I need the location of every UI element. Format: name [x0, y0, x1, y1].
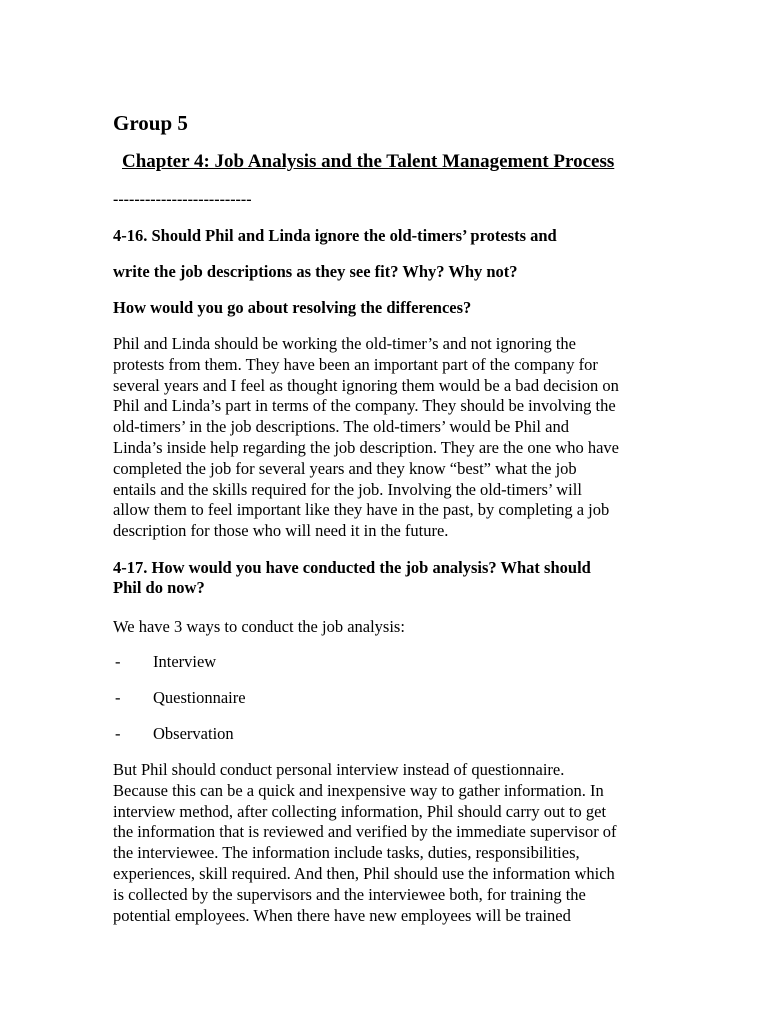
list-item — [113, 652, 513, 672]
question-416-line: How would you go about resolving the differences? — [113, 298, 472, 317]
paragraph-line: description for those who will need it in the future. — [113, 521, 449, 541]
group-title: Group 5 — [113, 111, 188, 135]
paragraph-line: is collected by the supervisors and the interviewee both, for training the — [113, 884, 586, 904]
paragraph-line: allow them to feel important like they have in the past, by completing a job — [113, 500, 610, 520]
paragraph-line: Because this can be a quick and inexpensive way to gather information. In — [113, 780, 604, 800]
paragraph-line: Phil and Linda should be working the old-timer’s and not ignoring the — [113, 334, 577, 353]
bullet-dash: - — [115, 652, 121, 671]
paragraph-line: old-timers’ in the job descriptions. The old-timers’ would be Phil and — [113, 417, 569, 437]
paragraph-line: completed the job for several years and they know “best” what the job — [113, 458, 577, 478]
answer-416-paragraph — [113, 334, 661, 542]
question-416-line: 4-16. Should Phil and Linda ignore the old-timers’ protests and — [113, 226, 557, 245]
question-417-line: Phil do now? — [113, 578, 205, 597]
methods-intro: We have 3 ways to conduct the job analysis: — [113, 617, 405, 636]
chapter-title: Chapter 4: Job Analysis and the Talent Management Process — [122, 151, 615, 172]
paragraph-line: interview method, after collecting information, Phil should carry out to get — [113, 801, 607, 821]
question-417-line: 4-17. How would you have conducted the job analysis? What should — [113, 558, 591, 577]
separator-line: -------------------------- — [113, 191, 252, 208]
paragraph-line: potential employees. When there have new employees will be trained — [113, 905, 571, 925]
paragraph-line: the information that is reviewed and verified by the immediate supervisor of — [113, 822, 617, 842]
list-item — [113, 688, 513, 708]
paragraph-line: entails and the skills required for the job. Involving the old-timers’ will — [113, 479, 582, 499]
paragraph-line: Phil and Linda’s part in terms of the company. They should be involving the — [113, 396, 616, 416]
method-label: Questionnaire — [153, 688, 246, 707]
bullet-dash: - — [115, 688, 121, 707]
answer-417-paragraph — [113, 760, 661, 926]
question-416-line: write the job descriptions as they see fit? Why? Why not? — [113, 262, 518, 281]
paragraph-line: But Phil should conduct personal interview instead of questionnaire. — [113, 760, 565, 779]
paragraph-line: several years and I feel as thought ignoring them would be a bad decision on — [113, 375, 619, 395]
list-item — [113, 724, 513, 744]
question-417 — [113, 558, 661, 598]
paragraph-line: experiences, skill required. And then, Phil should use the information which — [113, 863, 615, 883]
method-label: Observation — [153, 724, 234, 743]
paragraph-line: protests from them. They have been an important part of the company for — [113, 354, 598, 374]
bullet-dash: - — [115, 724, 121, 743]
method-label: Interview — [153, 652, 217, 671]
paragraph-line: Linda’s inside help regarding the job description. They are the one who have — [113, 437, 620, 457]
paragraph-line: the interviewee. The information include tasks, duties, responsibilities, — [113, 843, 580, 863]
